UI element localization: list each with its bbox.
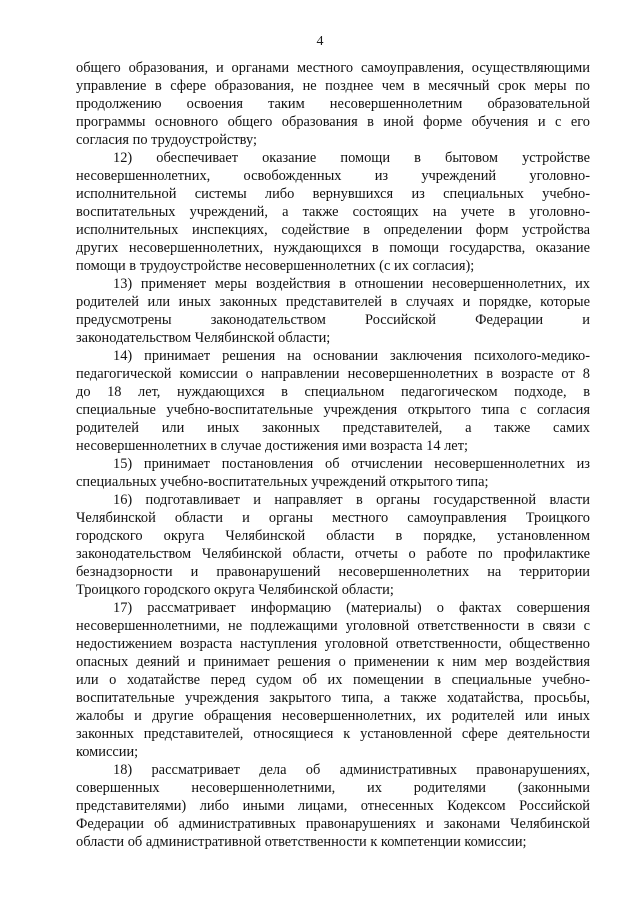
text-line: 14) принимает решения на основании заключения психолого-медико- xyxy=(113,348,590,364)
text-line: общего образования, и органами местного самоуправления, осуществляющими xyxy=(76,60,590,76)
text-line: опасных деяний и принимает решения о применении к ним мер воздействия xyxy=(76,654,590,670)
page-number: 4 xyxy=(316,34,324,49)
text-line: воспитательные учреждения закрытого типа, а также ходатайства, просьбы, xyxy=(76,690,590,706)
text-line: Челябинской области и органы местного самоуправления Троицкого xyxy=(76,510,590,526)
text-line: специальных учебно-воспитательных учреждений открытого типа; xyxy=(76,474,489,490)
text-line: законодательством Челябинской области; xyxy=(76,330,331,346)
document-body xyxy=(76,59,590,851)
text-line: помощи в трудоустройстве несовершеннолетних (с их согласия); xyxy=(76,258,475,274)
text-line: родителей или иных законных представителей, а также самих xyxy=(76,420,590,436)
text-line: области об административной ответственности к компетенции комиссии; xyxy=(76,834,527,850)
text-line: 16) подготавливает и направляет в органы государственной власти xyxy=(113,492,590,508)
text-line: воспитательных учреждений, а также состоящих на учете в уголовно- xyxy=(76,204,590,220)
text-line: управление в сфере образования, не позднее чем в месячный срок меры по xyxy=(76,78,590,94)
text-line: законных представителей, относящиеся к установленной сфере деятельности xyxy=(76,726,590,742)
text-line: комиссии; xyxy=(76,744,139,760)
text-line: 17) рассматривает информацию (материалы) о фактах совершения xyxy=(113,600,590,616)
text-line: жалобы и другие обращения несовершеннолетних, их родителей или иных xyxy=(76,708,590,724)
text-line: родителей или иных законных представителей в случаях и порядке, которые xyxy=(76,294,590,310)
text-line: 15) принимает постановления об отчислении несовершеннолетних из xyxy=(113,456,590,472)
text-line: Федерации об административных правонарушениях и законами Челябинской xyxy=(76,816,590,832)
text-line: Троицкого городского округа Челябинской области; xyxy=(76,582,394,598)
text-line: 18) рассматривает дела об административных правонарушениях, xyxy=(113,762,590,778)
text-line: согласия по трудоустройству; xyxy=(76,132,257,148)
text-line: предусмотрены законодательством Российской Федерации и xyxy=(76,312,590,328)
text-line: законодательством Челябинской области, отчеты о работе по профилактике xyxy=(76,546,590,562)
text-line: исполнительной системы либо вернувшихся из специальных учебно- xyxy=(76,186,590,202)
text-line: совершенных несовершеннолетними, их родителями (законными xyxy=(76,780,590,796)
text-line: специальные учебно-воспитательные учреждения открытого типа с согласия xyxy=(76,402,590,418)
text-line: других несовершеннолетних, нуждающихся в помощи государства, оказание xyxy=(76,240,590,256)
text-line: педагогической комиссии о направлении несовершеннолетних в возрасте от 8 xyxy=(76,366,590,382)
text-line: до 18 лет, нуждающихся в специальном педагогическом подходе, в xyxy=(76,384,590,400)
text-line: исполнительных инспекциях, содействие в определении форм устройства xyxy=(76,222,590,238)
text-line: программы основного общего образования в иной форме обучения и с его xyxy=(76,114,590,130)
text-line: продолжению освоения таким несовершеннолетним образовательной xyxy=(76,96,590,112)
text-line: городского округа Челябинской области в порядке, установленном xyxy=(76,528,590,544)
text-line: недостижением возраста наступления уголовной ответственности, общественно xyxy=(76,636,590,652)
text-line: безнадзорности и правонарушений несовершеннолетних на территории xyxy=(76,564,590,580)
text-line: 12) обеспечивает оказание помощи в бытовом устройстве xyxy=(113,150,590,166)
text-line: представителями) либо иными лицами, отнесенных Кодексом Российской xyxy=(76,798,590,814)
text-line: несовершеннолетними, не подлежащими уголовной ответственности в связи с xyxy=(76,618,590,634)
text-line: 13) применяет меры воздействия в отношении несовершеннолетних, их xyxy=(113,276,590,292)
text-line: несовершеннолетних, освобожденных из учреждений уголовно- xyxy=(76,168,590,184)
text-line: или о ходатайстве перед судом об их помещении в специальные учебно- xyxy=(76,672,590,688)
text-line: несовершеннолетних в случае достижения ими возраста 14 лет; xyxy=(76,438,468,454)
